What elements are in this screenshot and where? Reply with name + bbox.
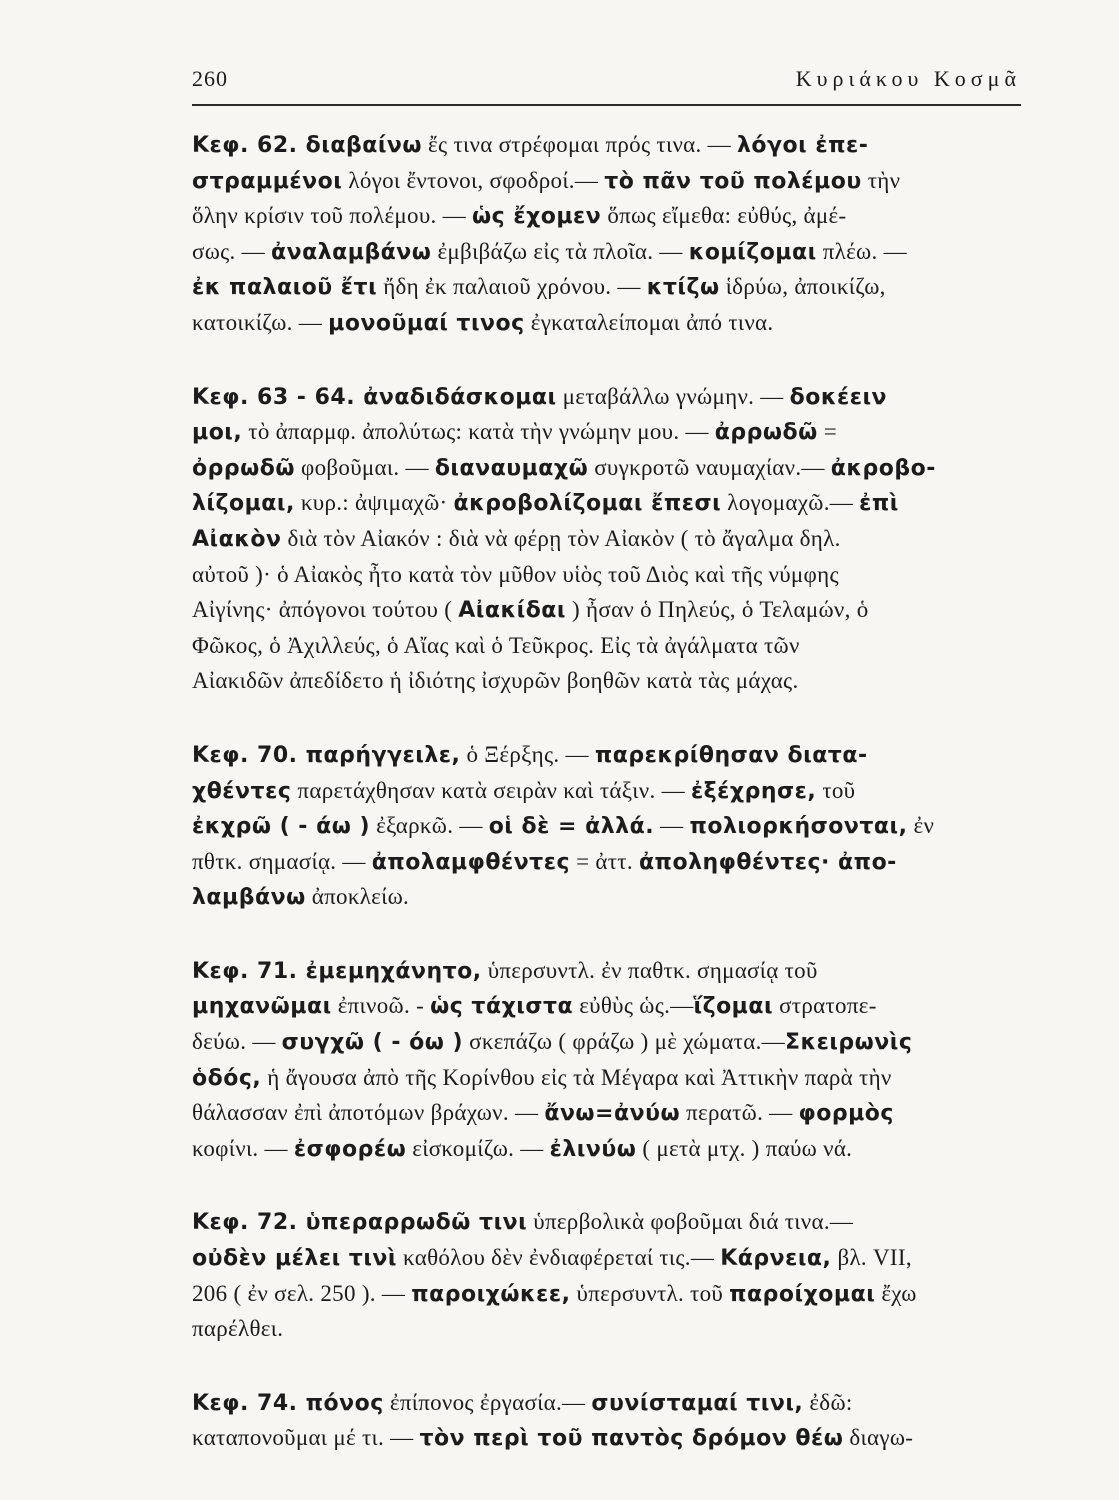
text-line xyxy=(192,1061,1021,1097)
text-line xyxy=(192,845,1021,881)
lemma: ἵζομαι xyxy=(693,994,774,1020)
gloss: πθτκ. σημασίᾳ. — xyxy=(192,848,372,874)
gloss: ἐγκαταλείπομαι ἀπό τινα. xyxy=(524,309,774,335)
text-line xyxy=(192,738,1021,774)
gloss: πλέω. — xyxy=(816,238,907,264)
lemma: κτίζω xyxy=(646,275,720,301)
lemma: Αἰακὸν xyxy=(192,526,282,552)
gloss: = ἀττ. xyxy=(570,848,639,874)
text-line xyxy=(192,451,1021,487)
chapter-note xyxy=(192,128,1021,342)
gloss: ἔχω xyxy=(875,1280,917,1306)
gloss: Φῶκος, ὁ Ἀχιλλεύς, ὁ Αἴας καὶ ὁ Τεῦκρος. Εἰς τὰ ἀγάλματα τῶν xyxy=(192,632,800,658)
lemma: ἀκροβο- xyxy=(830,455,936,481)
gloss: περατῶ. — xyxy=(680,1100,799,1126)
lemma: συγχῶ ( - όω ) xyxy=(281,1030,464,1056)
gloss: κατοικίζω. — xyxy=(192,309,329,335)
lemma: τὸν περὶ τοῦ παντὸς δρόμον θέω xyxy=(419,1426,844,1452)
lemma: μοι, xyxy=(192,420,243,446)
chapter-note xyxy=(192,1205,1021,1347)
lemma: λίζομαι, xyxy=(192,491,295,517)
lemma: ὁδός, xyxy=(192,1065,262,1091)
lemma: ἐκχρῶ ( - άω ) xyxy=(192,814,371,840)
gloss: σκεπάζω ( φράζω ) μὲ χώματα.— xyxy=(463,1029,785,1055)
gloss: — xyxy=(654,813,690,839)
gloss: σως. — xyxy=(192,238,271,264)
gloss: ὅπως εἴμεθα: εὐθύς, ἀμέ- xyxy=(601,203,847,229)
lemma: διαναυμαχῶ xyxy=(434,455,589,481)
gloss: τὴν xyxy=(861,167,901,193)
text-line xyxy=(192,1386,1021,1422)
text-line xyxy=(192,558,1021,594)
gloss: ἔς τινα στρέφομαι πρός τινα. — xyxy=(422,132,737,157)
lemma: Κεφ. 70. παρήγγειλε, xyxy=(192,742,461,768)
gloss: καθόλου δὲν ἐνδιαφέρεταί τις.— xyxy=(396,1245,721,1271)
gloss: ἀποκλείω. xyxy=(305,884,410,910)
text-line xyxy=(192,1421,1021,1457)
text-line xyxy=(192,664,1021,700)
lemma: Κεφ. 74. πόνος xyxy=(192,1390,384,1416)
gloss: διαγω- xyxy=(843,1425,914,1451)
lemma: παρεκρίθησαν διατα- xyxy=(594,742,868,768)
lemma: τὸ πᾶν τοῦ πολέμου xyxy=(604,168,862,194)
gloss: εἰσκομίζω. — xyxy=(406,1135,550,1161)
gloss: ἐπινοῶ. - xyxy=(331,993,431,1019)
lemma: ἐκ παλαιοῦ ἔτι xyxy=(192,275,378,301)
gloss: ) ἦσαν ὁ Πηλεύς, ὁ Τελαμών, ὁ xyxy=(566,597,869,623)
text-line xyxy=(192,1025,1021,1061)
text-line xyxy=(192,809,1021,845)
gloss: παρετάχθησαν κατὰ σειρὰν καὶ τάξιν. — xyxy=(291,777,691,803)
text-line xyxy=(192,774,1021,810)
text-line xyxy=(192,1096,1021,1132)
lemma: οὐδὲν μέλει τινὶ xyxy=(192,1246,397,1272)
lemma: φορμὸς xyxy=(798,1101,894,1127)
text-line xyxy=(192,1132,1021,1168)
lemma: Κεφ. 62. διαβαίνω xyxy=(192,133,422,158)
gloss: Αἰακιδῶν ἀπεδίδετο ἡ ἰδιότης ἰσχυρῶν βοηθῶν κατὰ τὰς μάχας. xyxy=(192,668,799,694)
lemma: Κεφ. 72. ὑπεραρρωδῶ τινι xyxy=(192,1210,528,1236)
gloss: ὑπερσυντλ. τοῦ xyxy=(570,1280,730,1306)
lemma: ἀπολαμφθέντες xyxy=(371,849,571,875)
lemma: ὡς τάχιστα xyxy=(430,994,574,1020)
chapter-note xyxy=(192,380,1021,700)
text-line xyxy=(192,199,1021,235)
gloss: κυρ.: ἀψιμαχῶ· xyxy=(294,490,454,516)
gloss: βλ. VII, xyxy=(831,1245,912,1271)
gloss: ἐξαρκῶ. — xyxy=(370,813,489,839)
text-line xyxy=(192,128,1021,164)
gloss: μεταβάλλω γνώμην. — xyxy=(556,383,790,409)
gloss: = xyxy=(817,419,838,445)
text-line xyxy=(192,380,1021,416)
lemma: ἀποληφθέντες· ἀπο- xyxy=(638,849,897,875)
gloss: κοφίνι. — xyxy=(192,1135,294,1161)
gloss: ὅλην κρίσιν τοῦ πολέμου. — xyxy=(192,203,472,229)
gloss: δεύω. — xyxy=(192,1029,282,1055)
lemma: ἐσφορέω xyxy=(293,1136,407,1162)
lemma: πολιορκήσονται, xyxy=(689,814,908,840)
gloss: στρατοπε- xyxy=(773,993,877,1019)
text-line xyxy=(192,954,1021,990)
text-line xyxy=(192,235,1021,271)
lemma: μηχανῶμαι xyxy=(192,994,332,1020)
gloss: ἡ ἄγουσα ἀπὸ τῆς Κορίνθου εἰς τὰ Μέγαρα καὶ Ἀττικὴν παρὰ τὴν xyxy=(261,1064,892,1090)
text-line xyxy=(192,415,1021,451)
gloss: ( μετὰ μτχ. ) παύω νά. xyxy=(636,1135,853,1161)
gloss: 206 ( ἐν σελ. 250 ). — xyxy=(192,1280,412,1306)
gloss: λόγοι ἔντονοι, σφοδροί.— xyxy=(342,167,605,193)
lemma: μονοῦμαί τινος xyxy=(328,310,525,336)
text-line xyxy=(192,486,1021,522)
page-number: 260 xyxy=(192,66,228,91)
gloss: ἤδη ἐκ παλαιοῦ χρόνου. — xyxy=(377,274,647,300)
lemma: Κάρνεια, xyxy=(720,1246,832,1272)
gloss: λογομαχῶ.— xyxy=(721,490,860,516)
gloss: ἐδῶ: xyxy=(803,1389,853,1415)
text-line xyxy=(192,1312,1021,1348)
lemma: ἀναλαμβάνω xyxy=(271,239,432,265)
lemma: παροίχομαι xyxy=(729,1281,876,1307)
lemma: ὡς ἔχομεν xyxy=(472,204,602,230)
text-line xyxy=(192,989,1021,1025)
gloss: καταπονοῦμαι μέ τι. — xyxy=(192,1425,420,1451)
commentary-body xyxy=(192,128,1021,1495)
gloss: αὐτοῦ )· ὁ Αἰακὸς ἦτο κατὰ τὸν μῦθον υἱὸς τοῦ Διὸς καὶ τῆς νύμφης xyxy=(192,561,839,587)
lemma: ἐπὶ xyxy=(859,491,899,517)
gloss: διὰ τὸν Αἰακόν : διὰ νὰ φέρῃ τὸν Αἰακὸν ( τὸ ἄγαλμα δηλ. xyxy=(281,525,841,551)
text-line xyxy=(192,1241,1021,1277)
gloss: ὁ Ξέρξης. — xyxy=(460,741,595,767)
text-line xyxy=(192,306,1021,342)
lemma: συνίσταμαί τινι, xyxy=(591,1390,804,1416)
lemma: Κεφ. 71. ἐμεμηχάνητο, xyxy=(192,958,482,984)
lemma: λόγοι ἐπε- xyxy=(736,133,869,158)
lemma: λαμβάνω xyxy=(192,885,306,911)
gloss: φοβοῦμαι. — xyxy=(294,454,435,480)
lemma: ἐλινύω xyxy=(549,1136,637,1162)
lemma: στραμμένοι xyxy=(192,168,343,194)
gloss: συγκροτῶ ναυμαχίαν.— xyxy=(588,454,831,480)
lemma: ἐξέχρησε, xyxy=(690,778,817,804)
gloss: παρέλθει. xyxy=(192,1316,284,1342)
lemma: ἀκροβολίζομαι ἔπεσι xyxy=(453,491,722,517)
gloss: ἐπίπονος ἐργασία.— xyxy=(383,1389,592,1415)
text-line xyxy=(192,522,1021,558)
gloss: ὑπερσυντλ. ἐν παθτκ. σημασίᾳ τοῦ xyxy=(481,957,818,983)
chapter-note xyxy=(192,954,1021,1168)
lemma: Σκειρωνὶς xyxy=(784,1030,913,1056)
gloss: ἐμβιβάζω εἰς τὰ πλοῖα. — xyxy=(431,238,689,264)
lemma: ἀρρωδῶ xyxy=(714,420,818,446)
lemma: δοκέειν xyxy=(789,384,888,410)
header-rule xyxy=(192,104,1021,106)
lemma: ὀρρωδῶ xyxy=(192,455,295,481)
text-line xyxy=(192,629,1021,665)
gloss: ὑπερβολικὰ φοβοῦμαι διά τινα.— xyxy=(527,1209,854,1235)
lemma: κομίζομαι xyxy=(688,239,817,265)
text-line xyxy=(192,270,1021,306)
lemma: παροιχώκεε, xyxy=(411,1281,571,1307)
lemma: Αἰακίδαι xyxy=(458,598,566,624)
text-line xyxy=(192,880,1021,916)
text-line xyxy=(192,593,1021,629)
text-line xyxy=(192,1205,1021,1241)
gloss: εὐθὺς ὡς.— xyxy=(573,993,694,1019)
gloss: τοῦ xyxy=(816,777,856,803)
chapter-note xyxy=(192,1386,1021,1457)
gloss: ἐν xyxy=(907,813,935,839)
gloss: Αἰγίνης· ἀπόγονοι τούτου ( xyxy=(192,597,459,623)
chapter-note xyxy=(192,738,1021,916)
text-line xyxy=(192,1277,1021,1313)
lemma: οἱ δὲ = ἀλλά. xyxy=(488,814,655,840)
text-line xyxy=(192,164,1021,200)
gloss: τὸ ἀπαρμφ. ἀπολύτως: κατὰ τὴν γνώμην μου. — xyxy=(242,419,715,445)
running-head xyxy=(192,66,1021,102)
lemma: Κεφ. 63 - 64. ἀναδιδάσκομαι xyxy=(192,384,557,410)
running-title: Κυριάκου Κοσμᾶ xyxy=(795,66,1021,91)
gloss: ἱδρύω, ἀποικίζω, xyxy=(719,274,886,300)
lemma: ἄνω=ἀνύω xyxy=(544,1101,681,1127)
gloss: θάλασσαν ἐπὶ ἀποτόμων βράχων. — xyxy=(192,1100,545,1126)
lemma: χθέντες xyxy=(192,778,292,804)
